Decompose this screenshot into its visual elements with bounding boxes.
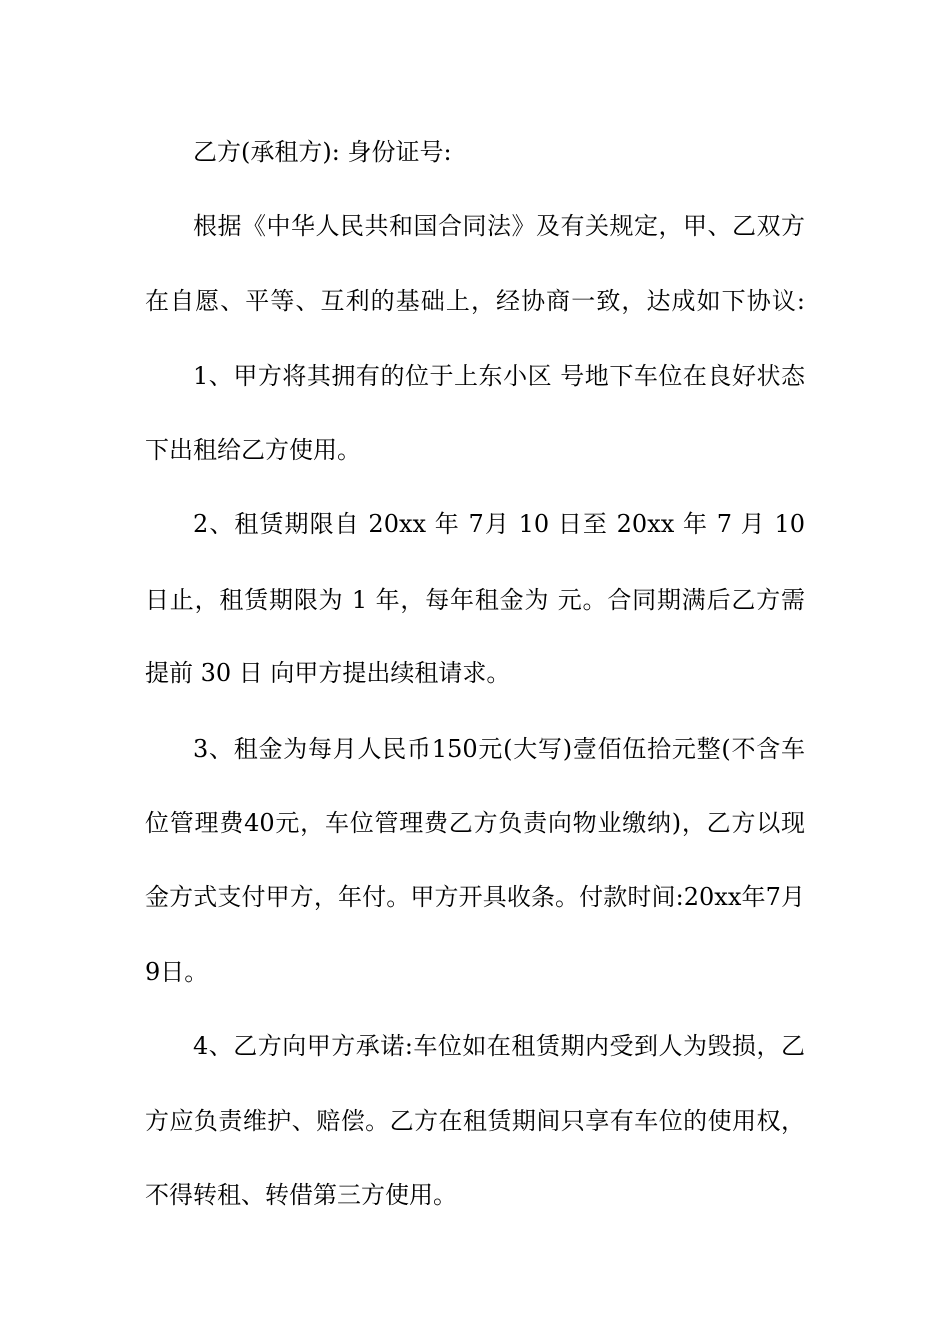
clause-3-line-2: 位管理费40元，车位管理费乙方负责向物业缴纳)，乙方以现 <box>145 809 805 837</box>
preamble-line-1: 根据《中华人民共和国合同法》及有关规定，甲、乙双方 <box>193 212 805 240</box>
clause-2-line-3: 提前 30 日 向甲方提出续租请求。 <box>145 659 511 687</box>
clause-2-line-2: 日止，租赁期限为 1 年，每年租金为 元。合同期满后乙方需 <box>145 586 805 614</box>
clause-3-line-4: 9日。 <box>145 958 209 986</box>
clause-3-line-3: 金方式支付甲方，年付。甲方开具收条。付款时间:20xx年7月 <box>145 883 805 911</box>
clause-4-line-3: 不得转租、转借第三方使用。 <box>145 1181 457 1209</box>
clause-4-line-2: 方应负责维护、赔偿。乙方在租赁期间只享有车位的使用权， <box>145 1107 805 1135</box>
clause-2-line-1: 2、租赁期限自 20xx 年 7月 10 日至 20xx 年 7 月 10 <box>193 510 805 538</box>
clause-1-line-1: 1、甲方将其拥有的位于上东小区 号地下车位在良好状态 <box>193 362 805 390</box>
clause-4-line-1: 4、乙方向甲方承诺:车位如在租赁期内受到人为毁损，乙 <box>193 1032 805 1060</box>
clause-1-line-2: 下出租给乙方使用。 <box>145 436 361 464</box>
preamble-line-2: 在自愿、平等、互利的基础上，经协商一致，达成如下协议: <box>145 287 805 315</box>
party-b-line: 乙方(承租方): 身份证号: <box>193 138 452 166</box>
clause-3-line-1: 3、租金为每月人民币150元(大写)壹佰伍拾元整(不含车 <box>193 735 805 763</box>
